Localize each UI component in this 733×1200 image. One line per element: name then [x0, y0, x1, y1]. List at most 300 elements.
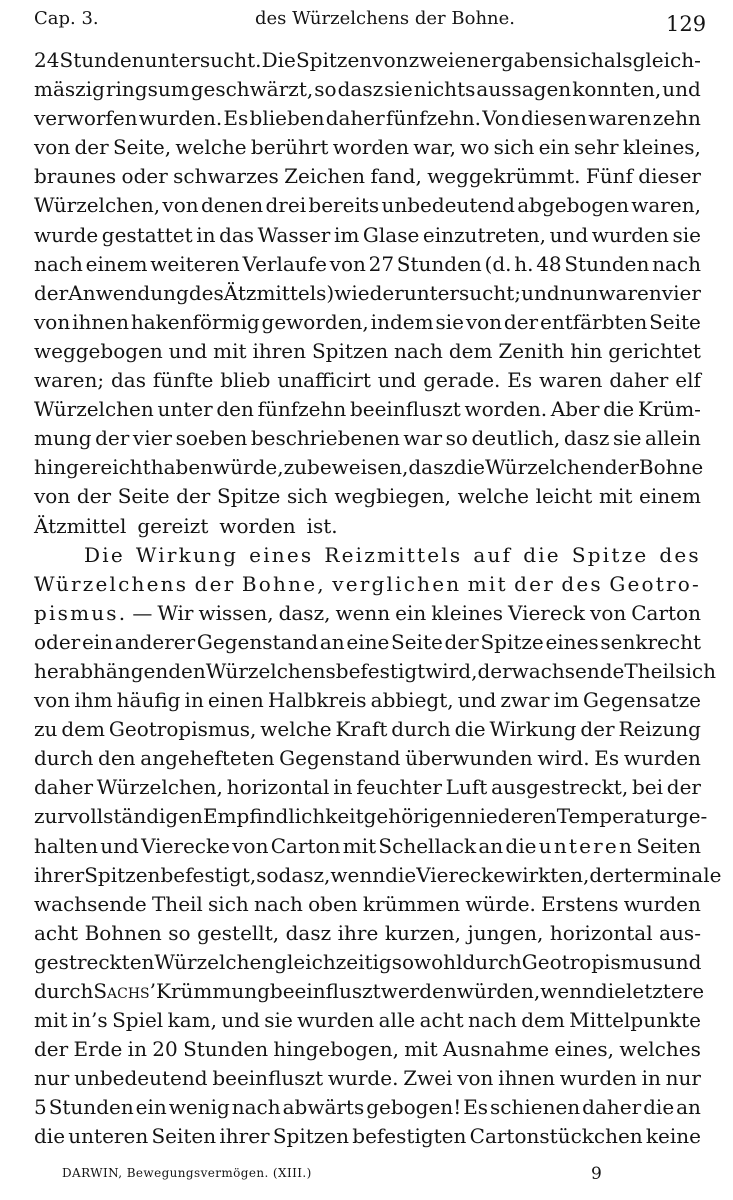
word: wachsende — [511, 658, 625, 683]
word: Ausnahme — [443, 1037, 550, 1062]
word: und — [377, 368, 417, 393]
word: durch — [462, 949, 522, 974]
word: dasz, — [278, 600, 331, 625]
word: an — [676, 1095, 701, 1120]
word: senkrecht — [600, 629, 701, 654]
word: der — [176, 484, 211, 509]
word: Es — [463, 1095, 489, 1120]
word: der — [34, 280, 69, 305]
word: wird. — [537, 746, 590, 771]
word: sich — [493, 135, 535, 160]
word: welche — [457, 484, 529, 509]
word: indem — [370, 309, 434, 334]
text-line — [34, 541, 701, 570]
word: pismus. — [34, 600, 128, 625]
word: durch — [34, 979, 94, 1003]
word: Wasser — [257, 222, 331, 247]
word: die — [603, 397, 635, 422]
word: zu — [283, 455, 308, 480]
word: Krüm- — [637, 397, 701, 422]
word: von — [34, 135, 71, 160]
word: oder — [121, 164, 168, 189]
word: wurde. — [327, 1066, 399, 1091]
text-line — [34, 861, 722, 890]
chapter-label: Cap. 3. — [34, 8, 99, 29]
word: letztere — [625, 979, 705, 1003]
word: einem — [639, 484, 701, 509]
word: von — [590, 600, 627, 625]
word: unter — [157, 397, 213, 422]
word: gestellt, — [197, 920, 280, 945]
word: der — [503, 309, 539, 334]
word: der — [95, 426, 130, 451]
word: kleines, — [622, 135, 701, 160]
word: h. — [514, 251, 534, 276]
word: feuchter — [356, 775, 442, 800]
text-line — [34, 395, 701, 424]
word: Fünf — [585, 164, 633, 189]
word: Es — [594, 746, 620, 771]
word: wurden — [623, 891, 701, 916]
text-line — [34, 628, 701, 657]
text-line — [34, 308, 701, 337]
word: den — [216, 397, 254, 422]
text-line — [34, 1035, 701, 1064]
word: wurde — [34, 222, 99, 247]
word: nun — [559, 280, 599, 305]
word: zweien — [408, 48, 480, 72]
word: Spiel — [112, 1008, 164, 1033]
word: des — [188, 280, 224, 305]
word: hingereicht — [34, 455, 151, 480]
word: verworfen — [34, 106, 138, 131]
word: Würzelchen, — [96, 775, 223, 800]
word: sich — [563, 48, 604, 72]
word: verglichen — [332, 571, 462, 596]
word: der — [74, 135, 109, 160]
word: befestigten — [352, 1124, 467, 1149]
word: wissen, — [198, 600, 274, 625]
word: würde. — [465, 891, 536, 916]
word: Carton — [270, 833, 341, 858]
word: Spitze — [217, 484, 281, 509]
word: mit — [467, 571, 508, 596]
text-line — [34, 1093, 701, 1122]
word: waren — [598, 280, 662, 305]
word: der — [477, 658, 512, 683]
text-line — [34, 104, 701, 133]
word: der — [604, 455, 639, 480]
word: Spitze — [480, 629, 544, 654]
word: das — [110, 368, 146, 393]
word: die — [34, 1124, 66, 1149]
word: Sachs’ — [93, 979, 157, 1003]
word: Reizung — [618, 717, 701, 742]
word: mit — [598, 484, 633, 509]
text-line — [34, 337, 701, 366]
word: Carton — [631, 600, 701, 625]
text-line — [34, 919, 701, 948]
word: untersucht; — [403, 280, 522, 305]
word: unteren — [68, 1124, 149, 1149]
word: Wir — [157, 600, 194, 625]
word: Vierecke — [416, 862, 506, 887]
signature-line: DARWIN, Bewegungsvermögen. (XIII.) — [62, 1166, 312, 1180]
word: Stunden — [183, 1037, 269, 1062]
word: kleines — [431, 600, 503, 625]
word: Es — [223, 106, 249, 131]
text-line — [34, 191, 701, 220]
word: deutlich, — [471, 426, 561, 451]
word: wieder — [334, 280, 404, 305]
word: die — [453, 455, 485, 480]
word: berührt — [250, 135, 329, 160]
word: dasz — [337, 77, 384, 102]
word: und — [662, 77, 701, 102]
word: anderer — [114, 629, 196, 654]
word: horizontal — [226, 775, 330, 800]
text-line — [34, 802, 708, 831]
word: ihre — [337, 920, 379, 945]
word: werden — [380, 979, 457, 1003]
word: weggebogen — [34, 338, 163, 363]
word: und — [662, 949, 702, 974]
word: mung — [34, 426, 92, 451]
word: Spitzen — [272, 1124, 350, 1149]
word: wurden — [297, 1008, 375, 1033]
word: Viereck — [507, 600, 586, 625]
word: welche — [175, 135, 247, 160]
word: Geotropismus, — [108, 717, 257, 742]
word: unbedeutend — [74, 1066, 208, 1091]
word: die — [523, 542, 561, 567]
word: des — [659, 542, 701, 567]
word: nach — [34, 251, 83, 276]
word: gleich- — [632, 48, 701, 72]
word: dem — [448, 338, 493, 363]
word: hin — [570, 338, 603, 363]
word: sie — [435, 309, 464, 334]
word: Spitzen — [84, 862, 161, 887]
text-line — [34, 570, 701, 599]
word: gereizt — [137, 513, 209, 538]
word: nur — [665, 1066, 701, 1091]
word: halten — [34, 833, 98, 858]
text-line — [34, 599, 701, 628]
text-line — [34, 46, 701, 75]
word: beeinfluszt — [349, 397, 461, 422]
word: Luft — [445, 775, 488, 800]
word: terminale — [623, 862, 722, 887]
word: Geotro- — [609, 571, 701, 596]
word: alle — [378, 1008, 416, 1033]
word: Bohnen — [84, 920, 162, 945]
word: ein — [81, 629, 114, 654]
page-number: 129 — [666, 12, 707, 36]
word: jungen, — [467, 920, 544, 945]
text-line — [34, 366, 701, 395]
word: befestigt, — [160, 862, 257, 887]
word: die — [505, 833, 537, 858]
word: in — [184, 688, 204, 713]
word: durch — [34, 746, 94, 771]
word: des — [561, 571, 603, 596]
word: 27 — [368, 251, 395, 276]
word: zehn — [652, 106, 701, 131]
word: bei — [631, 775, 664, 800]
word: gestattet — [101, 222, 193, 247]
word: keine — [645, 1124, 701, 1149]
word: Wirkung — [135, 542, 239, 567]
word: Würzelchen — [154, 949, 275, 974]
word: nach — [467, 1008, 517, 1033]
text-line — [34, 162, 701, 191]
word: Empfindlichkeit — [202, 804, 364, 829]
word: acht — [34, 920, 79, 945]
word: Würzelchen — [484, 455, 605, 480]
word: nur — [34, 1066, 70, 1091]
word: und — [549, 222, 589, 247]
word: worden. — [464, 397, 548, 422]
word: Die — [261, 48, 296, 72]
word: dasz — [285, 920, 332, 945]
word: Stunden — [48, 1095, 134, 1120]
word: Gegensatze — [583, 688, 701, 713]
word: eines, — [554, 1037, 614, 1062]
word: herabhängenden — [34, 658, 206, 683]
word: ein — [395, 600, 427, 625]
word: abwärts — [282, 1095, 365, 1120]
word: beweisen, — [307, 455, 409, 480]
running-header — [0, 4, 733, 34]
word: nach — [254, 891, 303, 916]
word: angehefteten — [140, 746, 275, 771]
word: von — [329, 251, 366, 276]
word: gleichzeitig — [274, 949, 392, 974]
word: Würzelchens — [205, 658, 336, 683]
text-line — [34, 512, 701, 541]
word: gebogen! — [366, 1095, 462, 1120]
word: Geotropismus — [521, 949, 663, 974]
word: Verlaufe — [242, 251, 327, 276]
text-line — [34, 75, 701, 104]
word: abgebogen — [517, 193, 629, 218]
word: eines — [545, 629, 599, 654]
word: diesen — [520, 106, 587, 131]
word: so — [168, 920, 191, 945]
word: ihm — [74, 688, 113, 713]
word: kam, — [167, 1008, 217, 1033]
word: überwunden — [405, 746, 533, 771]
word: 48 — [536, 251, 562, 276]
word: befestigt — [335, 658, 426, 683]
word: nach — [231, 1095, 281, 1120]
text-line — [34, 1064, 701, 1093]
word: worden — [219, 513, 296, 538]
sheet-number: 9 — [591, 1164, 602, 1184]
word: Cartonstückchen — [469, 1124, 643, 1149]
text-line — [34, 133, 701, 162]
word: unbedeutend — [381, 193, 515, 218]
word: an — [478, 833, 504, 858]
text-line — [34, 773, 701, 802]
word: oben — [308, 891, 358, 916]
word: Schellack — [378, 833, 477, 858]
word: Zwei — [403, 1066, 453, 1091]
word: würden, — [456, 979, 541, 1003]
word: von — [372, 48, 409, 72]
word: Seite — [391, 629, 443, 654]
word: vollständigen — [66, 804, 203, 829]
word: Erde — [73, 1037, 123, 1062]
word: Seite — [649, 309, 701, 334]
word: auf — [473, 542, 513, 567]
word: in — [196, 222, 216, 247]
word: welches — [619, 1037, 701, 1062]
text-line — [34, 744, 701, 773]
word: Würzelchen, — [34, 193, 161, 218]
word: dem — [521, 1008, 565, 1033]
running-title: des Würzelchens der Bohne. — [255, 8, 515, 29]
word: mit — [404, 1037, 438, 1062]
word: abbiegt, — [370, 688, 454, 713]
word: würde, — [213, 455, 284, 480]
word: niederen — [466, 804, 557, 829]
word: von — [34, 484, 71, 509]
word: der — [34, 1037, 69, 1062]
word: wenn — [540, 979, 595, 1003]
word: Krümmung — [156, 979, 270, 1003]
word: Theil — [624, 658, 676, 683]
word: Stunden — [564, 251, 650, 276]
word: Würzelchens — [34, 571, 189, 596]
word: sowohl — [391, 949, 463, 974]
word: Halbkreis — [267, 688, 367, 713]
text-line — [34, 279, 701, 308]
word: aus- — [659, 920, 701, 945]
word: daher — [34, 775, 94, 800]
word: Zeichen — [284, 164, 366, 189]
word: Zenith — [498, 338, 565, 363]
word: fünfzehn — [257, 397, 347, 422]
word: Seiten — [636, 833, 701, 858]
word: daher — [325, 106, 385, 131]
word: und — [168, 338, 208, 363]
word: Spitzen — [295, 48, 373, 72]
word: ein — [135, 1095, 167, 1120]
word: Kraft — [335, 717, 388, 742]
word: ergaben — [479, 48, 563, 72]
word: aussagen — [476, 77, 572, 102]
word: Von — [482, 106, 520, 131]
word: der — [666, 775, 701, 800]
word: in — [641, 1066, 661, 1091]
word: 20 — [152, 1037, 178, 1062]
word: geschwärzt, — [190, 77, 314, 102]
text-line — [34, 657, 716, 686]
word: in — [127, 1037, 147, 1062]
body-text — [34, 46, 722, 1152]
word: fand, — [370, 164, 422, 189]
word: daher — [582, 1095, 642, 1120]
word: Wirkung — [489, 717, 577, 742]
word: vier — [661, 280, 701, 305]
word: beschriebenen — [250, 426, 400, 451]
word: wegbiegen, — [334, 484, 452, 509]
word: einzutreten, — [422, 222, 546, 247]
word: Stunden — [59, 48, 145, 72]
word: wenn — [335, 600, 391, 625]
word: Erstens — [541, 891, 619, 916]
word: ihrer — [219, 1124, 270, 1149]
word: schienen — [490, 1095, 581, 1120]
word: Die — [84, 542, 125, 567]
word: eines — [249, 542, 314, 567]
word: der — [589, 862, 624, 887]
word: — — [132, 600, 153, 625]
text-line — [34, 424, 701, 453]
word: als — [603, 48, 633, 72]
word: unafficirt — [277, 368, 371, 393]
word: wird, — [425, 658, 478, 683]
word: in — [333, 775, 353, 800]
word: geworden, — [261, 309, 369, 334]
word: unteren — [538, 833, 635, 858]
word: ge- — [675, 804, 708, 829]
word: fünfte — [152, 368, 214, 393]
word: mit — [34, 1008, 68, 1033]
word: daher — [609, 368, 669, 393]
word: dasz — [563, 426, 610, 451]
text-line — [34, 453, 704, 482]
word: so — [314, 77, 337, 102]
word: Seite — [117, 484, 170, 509]
word: gerade. — [423, 368, 501, 393]
word: häufig — [116, 688, 181, 713]
word: hakenförmig — [130, 309, 260, 334]
word: Spitze — [571, 542, 649, 567]
word: beeinfluszt — [269, 979, 381, 1003]
word: Temperatur — [556, 804, 676, 829]
word: wurden — [591, 222, 669, 247]
word: die — [594, 979, 626, 1003]
word: Spitzen — [311, 338, 389, 363]
word: fünfzehn. — [385, 106, 481, 131]
word: dieser — [638, 164, 701, 189]
word: Aber — [550, 397, 600, 422]
word: dasz — [408, 455, 454, 480]
word: worden — [332, 135, 409, 160]
word: leicht — [535, 484, 593, 509]
word: sich — [675, 658, 716, 683]
word: sie — [264, 1008, 293, 1033]
word: in’s — [71, 1008, 108, 1033]
word: im — [333, 222, 360, 247]
word: den — [98, 746, 136, 771]
word: ihren — [252, 338, 307, 363]
word: waren; — [34, 368, 105, 393]
word: beeinfluszt — [212, 1066, 324, 1091]
word: acht — [419, 1008, 464, 1033]
word: soeben — [175, 426, 248, 451]
word: Seite, — [112, 135, 172, 160]
word: Es — [507, 368, 533, 393]
word: mäszig — [34, 77, 105, 102]
word: 5 — [34, 1095, 47, 1120]
word: sodasz, — [256, 862, 331, 887]
word: ihrer — [34, 862, 85, 887]
word: kurzen, — [384, 920, 462, 945]
